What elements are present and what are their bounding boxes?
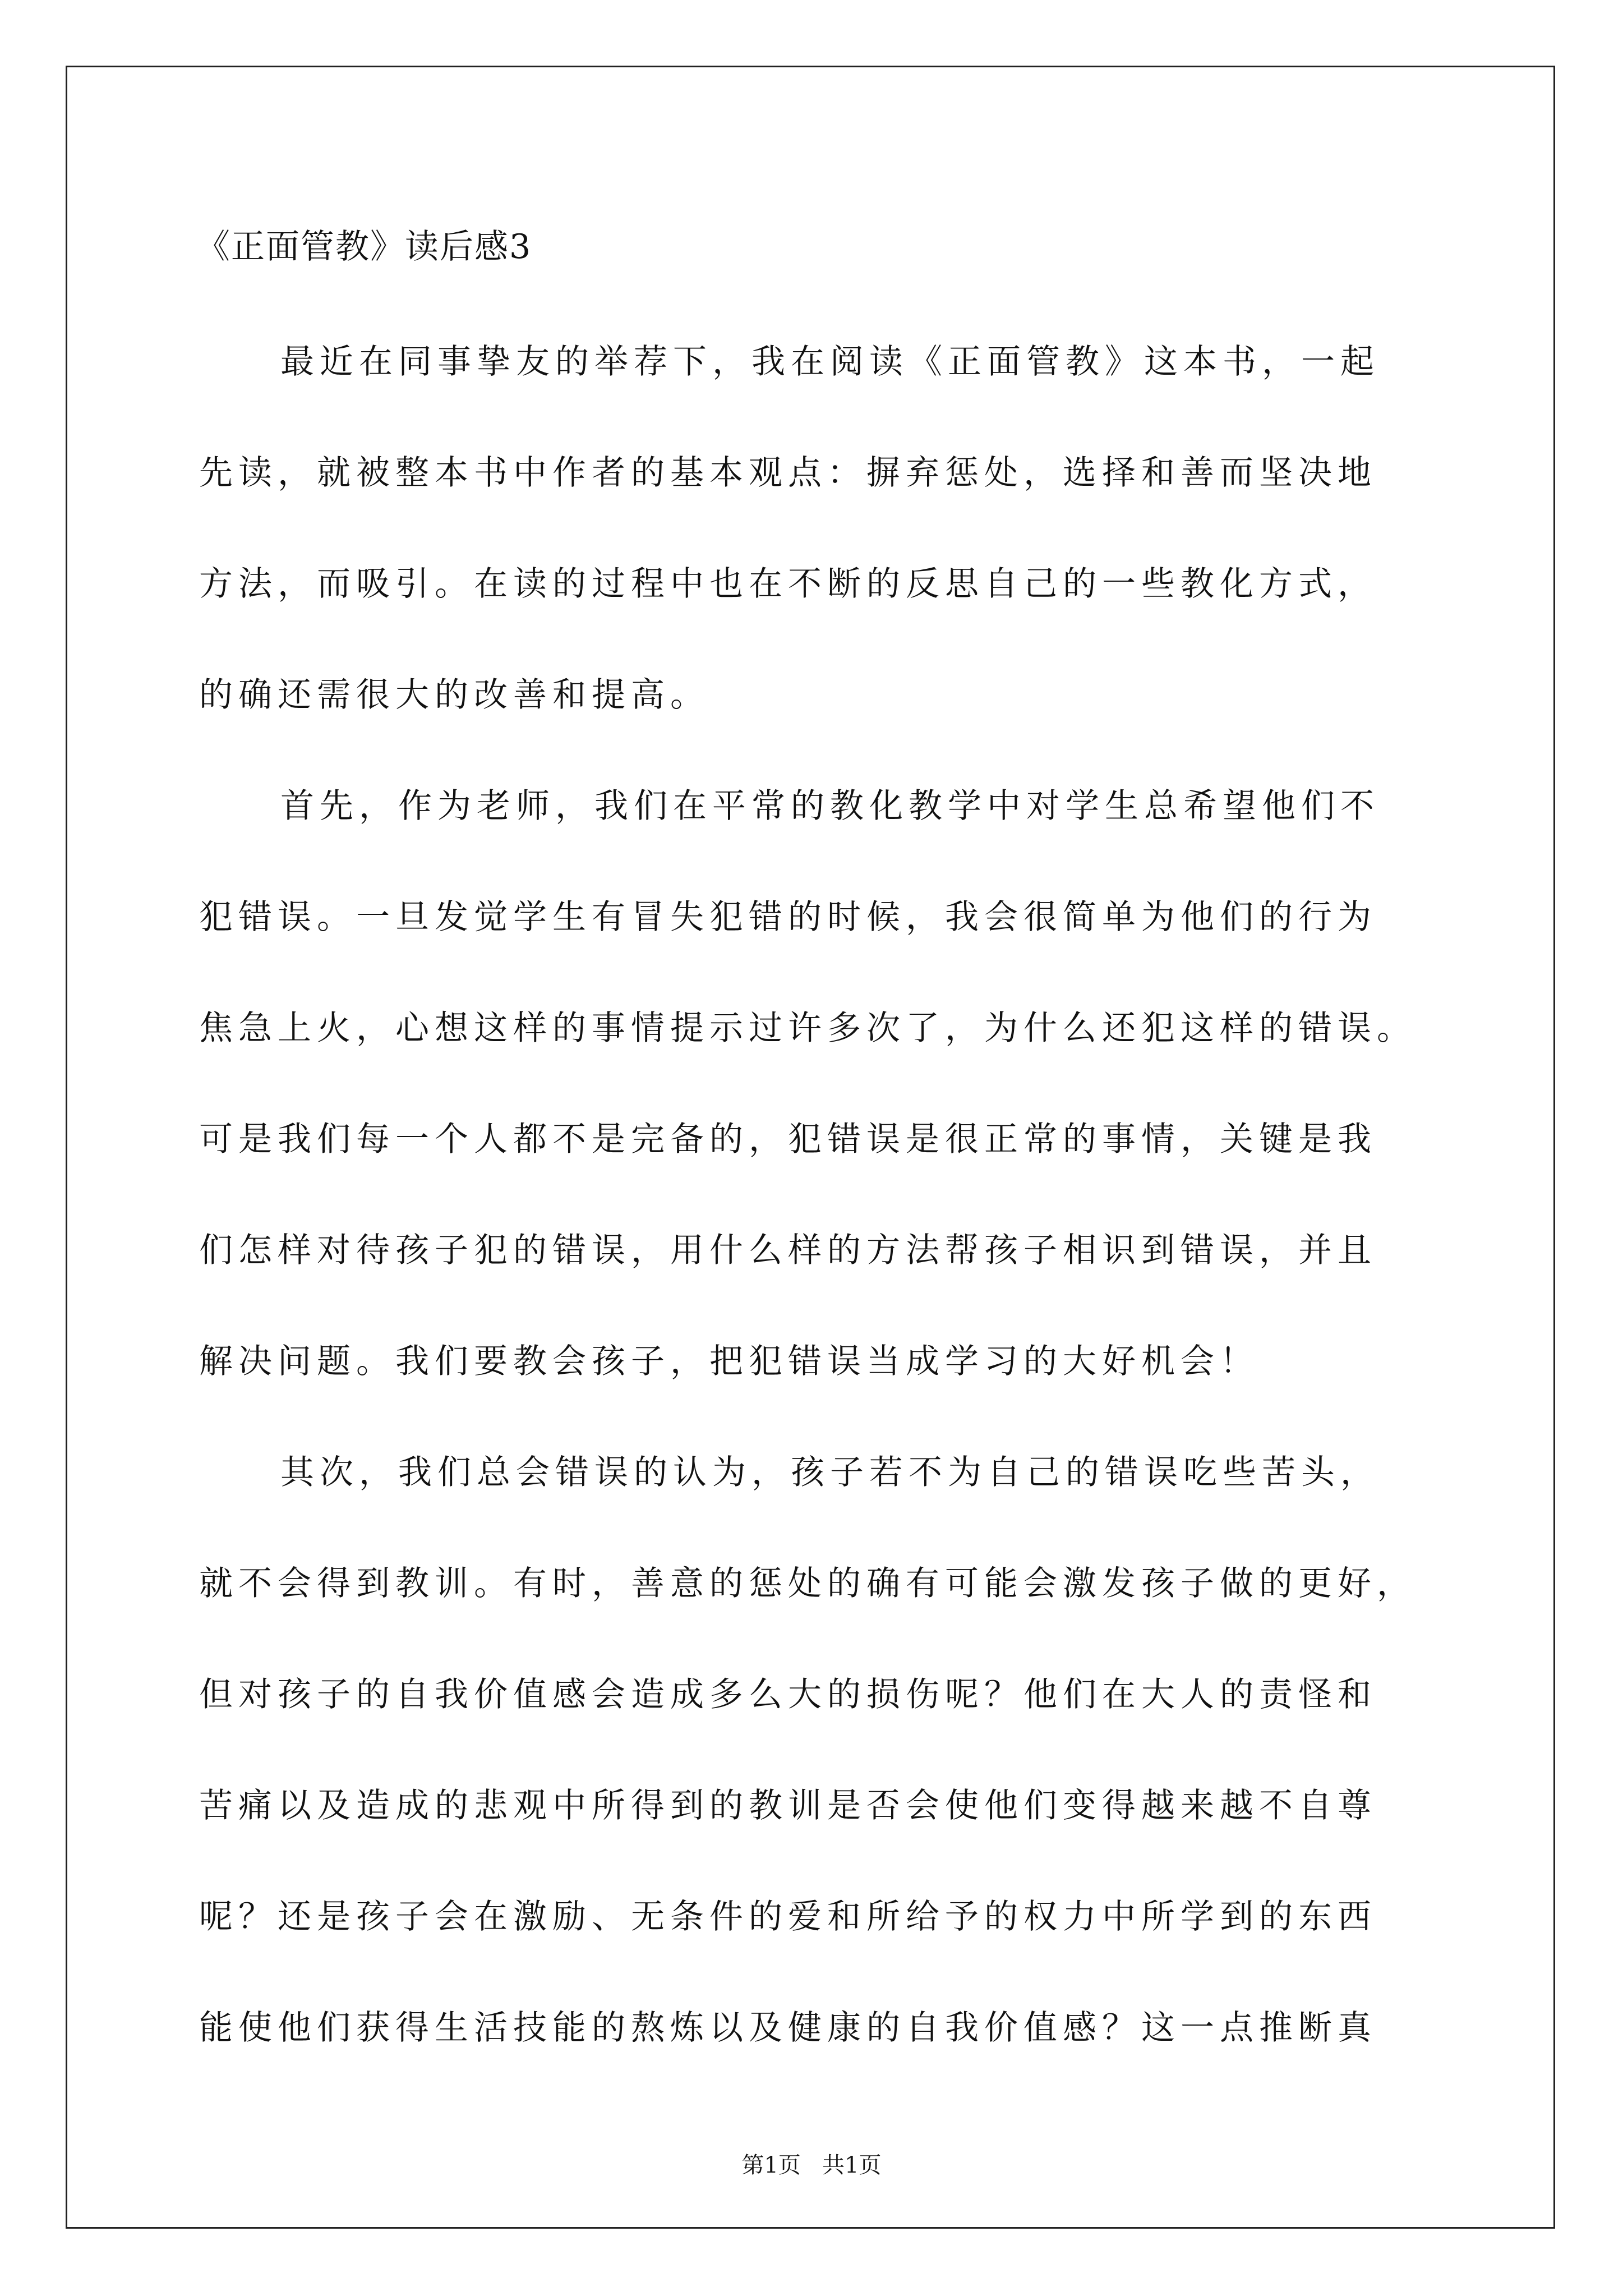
paragraph-2-line-3: 焦急上火，心想这样的事情提示过许多次了，为什么还犯这样的错误。 bbox=[199, 1009, 1416, 1048]
document-title: 《正面管教》读后感3 bbox=[196, 227, 532, 266]
paragraph-1-line-1: 最近在同事挚友的举荐下，我在阅读《正面管教》这本书，一起 bbox=[280, 342, 1380, 381]
paragraph-3-line-3: 但对孩子的自我价值感会造成多么大的损伤呢？他们在大人的责怪和 bbox=[199, 1675, 1377, 1714]
page-number-footer: 第1页 共1页 bbox=[741, 2152, 882, 2178]
paragraph-1-line-3: 方法，而吸引。在读的过程中也在不断的反思自己的一些教化方式， bbox=[199, 564, 1377, 604]
paragraph-2-line-4: 可是我们每一个人都不是完备的，犯错误是很正常的事情，关键是我 bbox=[199, 1120, 1377, 1159]
paragraph-3-line-1: 其次，我们总会错误的认为，孩子若不为自己的错误吃些苦头， bbox=[280, 1453, 1380, 1492]
paragraph-2-line-1: 首先，作为老师，我们在平常的教化教学中对学生总希望他们不 bbox=[280, 786, 1380, 826]
paragraph-2-line-2: 犯错误。一旦发觉学生有冒失犯错的时候，我会很简单为他们的行为 bbox=[199, 898, 1377, 937]
paragraph-1-line-4: 的确还需很大的改善和提高。 bbox=[199, 675, 709, 715]
paragraph-3-line-4: 苦痛以及造成的悲观中所得到的教训是否会使他们变得越来越不自尊 bbox=[199, 1786, 1377, 1825]
paragraph-2-line-5: 们怎样对待孩子犯的错误，用什么样的方法帮孩子相识到错误，并且 bbox=[199, 1231, 1377, 1270]
paragraph-3-line-6: 能使他们获得生活技能的熬炼以及健康的自我价值感？这一点推断真 bbox=[199, 2008, 1377, 2047]
paragraph-3-line-2: 就不会得到教训。有时，善意的惩处的确有可能会激发孩子做的更好， bbox=[199, 1564, 1416, 1603]
paragraph-1-line-2: 先读，就被整本书中作者的基本观点：摒弃惩处，选择和善而坚决地 bbox=[199, 453, 1377, 493]
paragraph-3-line-5: 呢？还是孩子会在激励、无条件的爱和所给予的权力中所学到的东西 bbox=[199, 1897, 1377, 1936]
paragraph-2-line-6: 解决问题。我们要教会孩子，把犯错误当成学习的大好机会！ bbox=[199, 1342, 1259, 1381]
